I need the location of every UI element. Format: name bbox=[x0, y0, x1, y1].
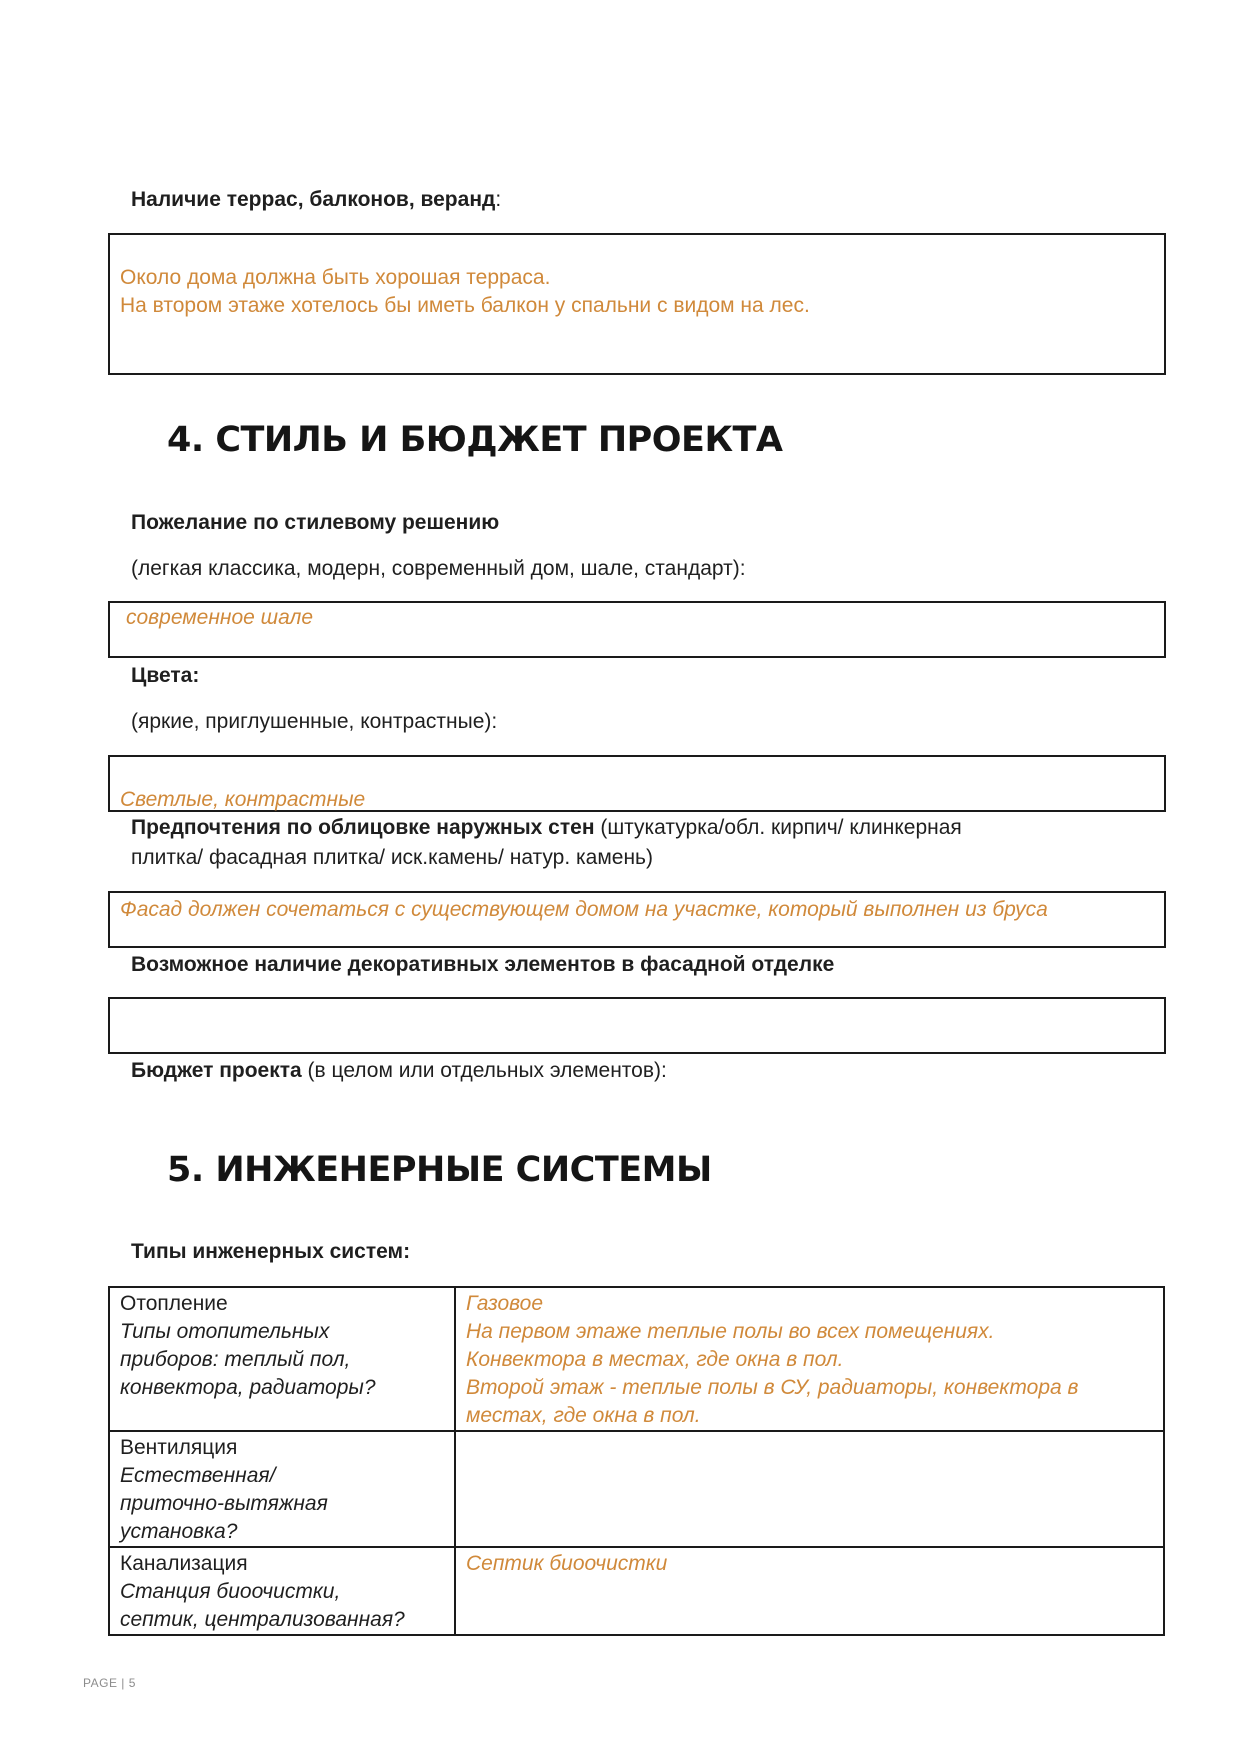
colors-hint: (яркие, приглушенные, контрастные): bbox=[131, 710, 498, 733]
sewage-question-line: септик, централизованная? bbox=[120, 1608, 405, 1631]
ventilation-question-line: приточно-вытяжная bbox=[120, 1492, 328, 1515]
sewage-answer-line: Септик биоочистки bbox=[466, 1552, 668, 1575]
style-label: Пожелание по стилевому решению bbox=[131, 511, 500, 534]
section-4-heading: 4. СТИЛЬ И БЮДЖЕТ ПРОЕКТА bbox=[167, 420, 783, 460]
cladding-answer-box[interactable] bbox=[108, 891, 1166, 948]
style-answer-box[interactable] bbox=[108, 601, 1166, 658]
table-row bbox=[109, 1431, 1164, 1547]
terraces-answer-box[interactable] bbox=[108, 233, 1166, 375]
heating-question-cell bbox=[109, 1287, 455, 1431]
ventilation-name: Вентиляция bbox=[120, 1436, 238, 1459]
style-hint: (легкая классика, модерн, современный дом, шале, стандарт): bbox=[131, 557, 746, 580]
table-row bbox=[109, 1547, 1164, 1635]
heating-answer-line: На первом этаже теплые полы во всех помещениях. bbox=[466, 1320, 995, 1343]
cladding-hint: плитка/ фасадная плитка/ иск.камень/ натур. камень) bbox=[131, 846, 653, 869]
section-5-heading: 5. ИНЖЕНЕРНЫЕ СИСТЕМЫ bbox=[167, 1150, 712, 1190]
colors-answer-box[interactable] bbox=[108, 755, 1166, 812]
terraces-answer-line-2: На втором этаже хотелось бы иметь балкон у спальни с видом на лес. bbox=[120, 294, 810, 317]
engineering-label: Типы инженерных систем: bbox=[131, 1240, 411, 1263]
decor-answer-box[interactable] bbox=[108, 997, 1166, 1054]
heating-answer-line: Второй этаж - теплые полы в СУ, радиаторы, конвектора в bbox=[466, 1376, 1079, 1399]
terraces-label: Наличие террас, балконов, веранд: bbox=[131, 188, 502, 211]
heating-name: Отопление bbox=[120, 1292, 228, 1315]
page-number: PAGE | 5 bbox=[83, 1676, 136, 1690]
cladding-label: Предпочтения по облицовке наружных стен (штукатурка/обл. кирпич/ клинкерная bbox=[131, 816, 962, 839]
heating-question-line: Типы отопительных bbox=[120, 1320, 330, 1343]
sewage-question-cell bbox=[109, 1547, 455, 1635]
terraces-answer-line-1: Около дома должна быть хорошая терраса. bbox=[120, 266, 551, 289]
heating-answer-line: Газовое bbox=[466, 1292, 544, 1315]
table-row bbox=[109, 1287, 1164, 1431]
cladding-answer: Фасад должен сочетаться с существующем домом на участке, который выполнен из бруса bbox=[120, 898, 1048, 921]
heating-answer-line: Конвектора в местах, где окна в пол. bbox=[466, 1348, 844, 1371]
engineering-table bbox=[108, 1286, 1165, 1636]
sewage-name: Канализация bbox=[120, 1552, 248, 1575]
sewage-question-line: Станция биоочистки, bbox=[120, 1580, 341, 1603]
colors-label: Цвета: bbox=[131, 664, 200, 687]
ventilation-question-cell bbox=[109, 1431, 455, 1547]
decor-label: Возможное наличие декоративных элементов в фасадной отделке bbox=[131, 953, 835, 976]
heating-question-line: приборов: теплый пол, bbox=[120, 1348, 351, 1371]
style-answer: современное шале bbox=[126, 606, 314, 629]
ventilation-question-line: Естественная/ bbox=[120, 1464, 276, 1487]
heating-answer-cell[interactable] bbox=[455, 1287, 1164, 1431]
ventilation-question-line: установка? bbox=[120, 1520, 238, 1543]
sewage-answer-cell[interactable] bbox=[455, 1547, 1164, 1635]
heating-question-line: конвектора, радиаторы? bbox=[120, 1376, 376, 1399]
budget-label: Бюджет проекта (в целом или отдельных элементов): bbox=[131, 1059, 667, 1082]
heating-answer-line: местах, где окна в пол. bbox=[466, 1404, 701, 1427]
colors-answer: Светлые, контрастные bbox=[120, 788, 366, 811]
ventilation-answer-cell[interactable] bbox=[455, 1431, 1164, 1547]
